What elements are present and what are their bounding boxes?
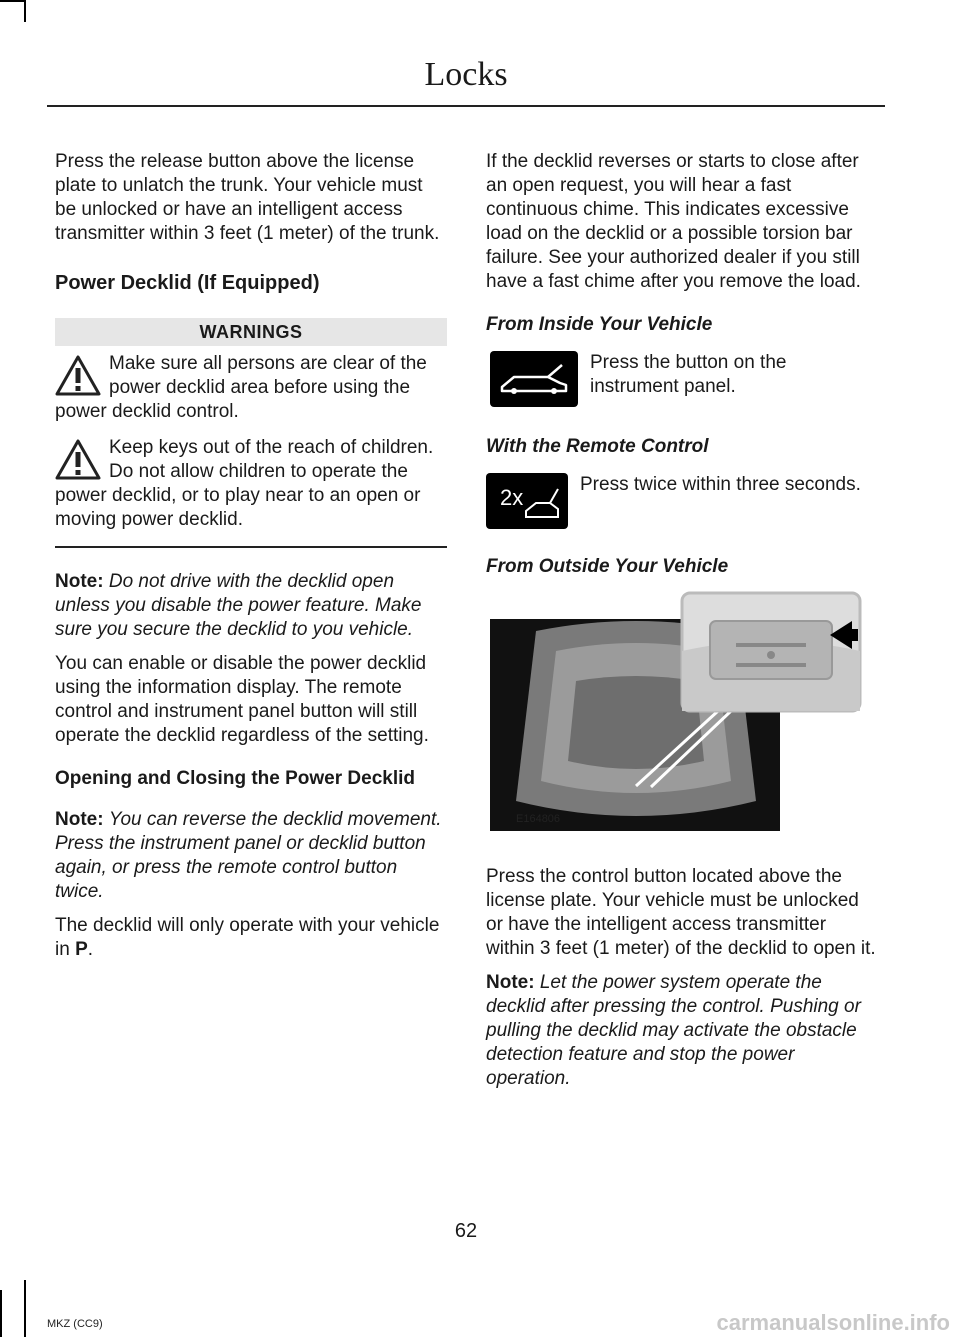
park-suffix: . bbox=[87, 939, 94, 960]
remote-instruction bbox=[486, 473, 878, 529]
decklid-button-icon bbox=[490, 351, 578, 407]
warning-item bbox=[55, 352, 447, 424]
crop-mark bbox=[24, 0, 26, 22]
enable-paragraph: You can enable or disable the power decklid using the information display. The remote control and instrument panel button will still operate the decklid regardless of the setting. bbox=[55, 653, 429, 746]
note-paragraph bbox=[55, 808, 447, 904]
note-text: Let the power system operate the decklid after pressing the control. Pushing or pulling the decklid may activate the obstacle detection feature and stop the power operation. bbox=[486, 972, 861, 1089]
warning-text: Make sure all persons are clear of the power decklid area before using the power decklid control. bbox=[55, 353, 427, 422]
park-gear: P bbox=[75, 939, 88, 960]
watermark: carmanualsonline.info bbox=[716, 1310, 950, 1335]
right-column bbox=[486, 150, 878, 1091]
remote-trunk-icon bbox=[486, 473, 568, 529]
figure-label: E164806 bbox=[516, 813, 561, 825]
warning-text: Keep keys out of the reach of children. Do not allow children to operate the power decklid, or to play near to an open or moving power decklid. bbox=[55, 437, 434, 530]
page-title: Locks bbox=[424, 56, 508, 93]
warning-item bbox=[55, 436, 447, 532]
remote-heading: With the Remote Control bbox=[486, 436, 709, 457]
note-text: You can reverse the decklid movement. Press the instrument panel or decklid button again, or press the remote control button twice. bbox=[55, 809, 442, 902]
control-paragraph: Press the control button located above the license plate. Your vehicle must be unlocked or have the intelligent access transmitter within 3 feet (1 meter) of the decklid to open it. bbox=[486, 866, 876, 959]
footer-model-code: MKZ (CC9) bbox=[47, 1318, 103, 1330]
park-text: The decklid will only operate with your vehicle in bbox=[55, 915, 440, 960]
note-label: Note: bbox=[486, 972, 535, 993]
power-decklid-heading: Power Decklid (If Equipped) bbox=[55, 272, 320, 294]
inside-instruction bbox=[486, 351, 878, 407]
crop-mark bbox=[0, 0, 24, 2]
left-column bbox=[55, 150, 447, 962]
park-paragraph bbox=[55, 914, 447, 962]
inside-heading: From Inside Your Vehicle bbox=[486, 314, 713, 335]
warnings-header: WARNINGS bbox=[55, 318, 447, 346]
header-divider bbox=[47, 105, 885, 107]
warning-triangle-icon bbox=[53, 352, 103, 398]
inside-text: Press the button on the instrument panel. bbox=[590, 352, 787, 397]
decklid-figure bbox=[486, 591, 858, 843]
remote-text: Press twice within three seconds. bbox=[580, 474, 861, 495]
warnings-divider bbox=[55, 546, 447, 548]
note-text: Do not drive with the decklid open unless you disable the power feature. Make sure you secure the decklid to you vehicle. bbox=[55, 571, 422, 640]
intro-paragraph: Press the release button above the license plate to unlatch the trunk. Your vehicle must be unlocked or have an intelligent access transmitter within 3 feet (1 meter) of the trunk. bbox=[55, 151, 440, 244]
note-paragraph bbox=[55, 570, 447, 642]
note-label: Note: bbox=[55, 571, 104, 592]
reverse-paragraph: If the decklid reverses or starts to close after an open request, you will hear a fast continuous chime. This indicates excessive load on the decklid or a possible torsion bar failure. See your authorized dealer if you still have a fast chime after you remove the load. bbox=[486, 151, 861, 292]
open-close-heading: Opening and Closing the Power Decklid bbox=[55, 768, 415, 789]
crop-mark bbox=[0, 1290, 2, 1337]
page-number: 62 bbox=[454, 1220, 478, 1242]
note-paragraph bbox=[486, 971, 878, 1091]
outside-heading: From Outside Your Vehicle bbox=[486, 556, 729, 577]
vehicle-rear-illustration bbox=[486, 591, 864, 843]
warning-triangle-icon bbox=[53, 436, 103, 482]
note-label: Note: bbox=[55, 809, 104, 830]
crop-mark bbox=[24, 1280, 26, 1337]
remote-icon-label: 2x bbox=[500, 485, 524, 510]
